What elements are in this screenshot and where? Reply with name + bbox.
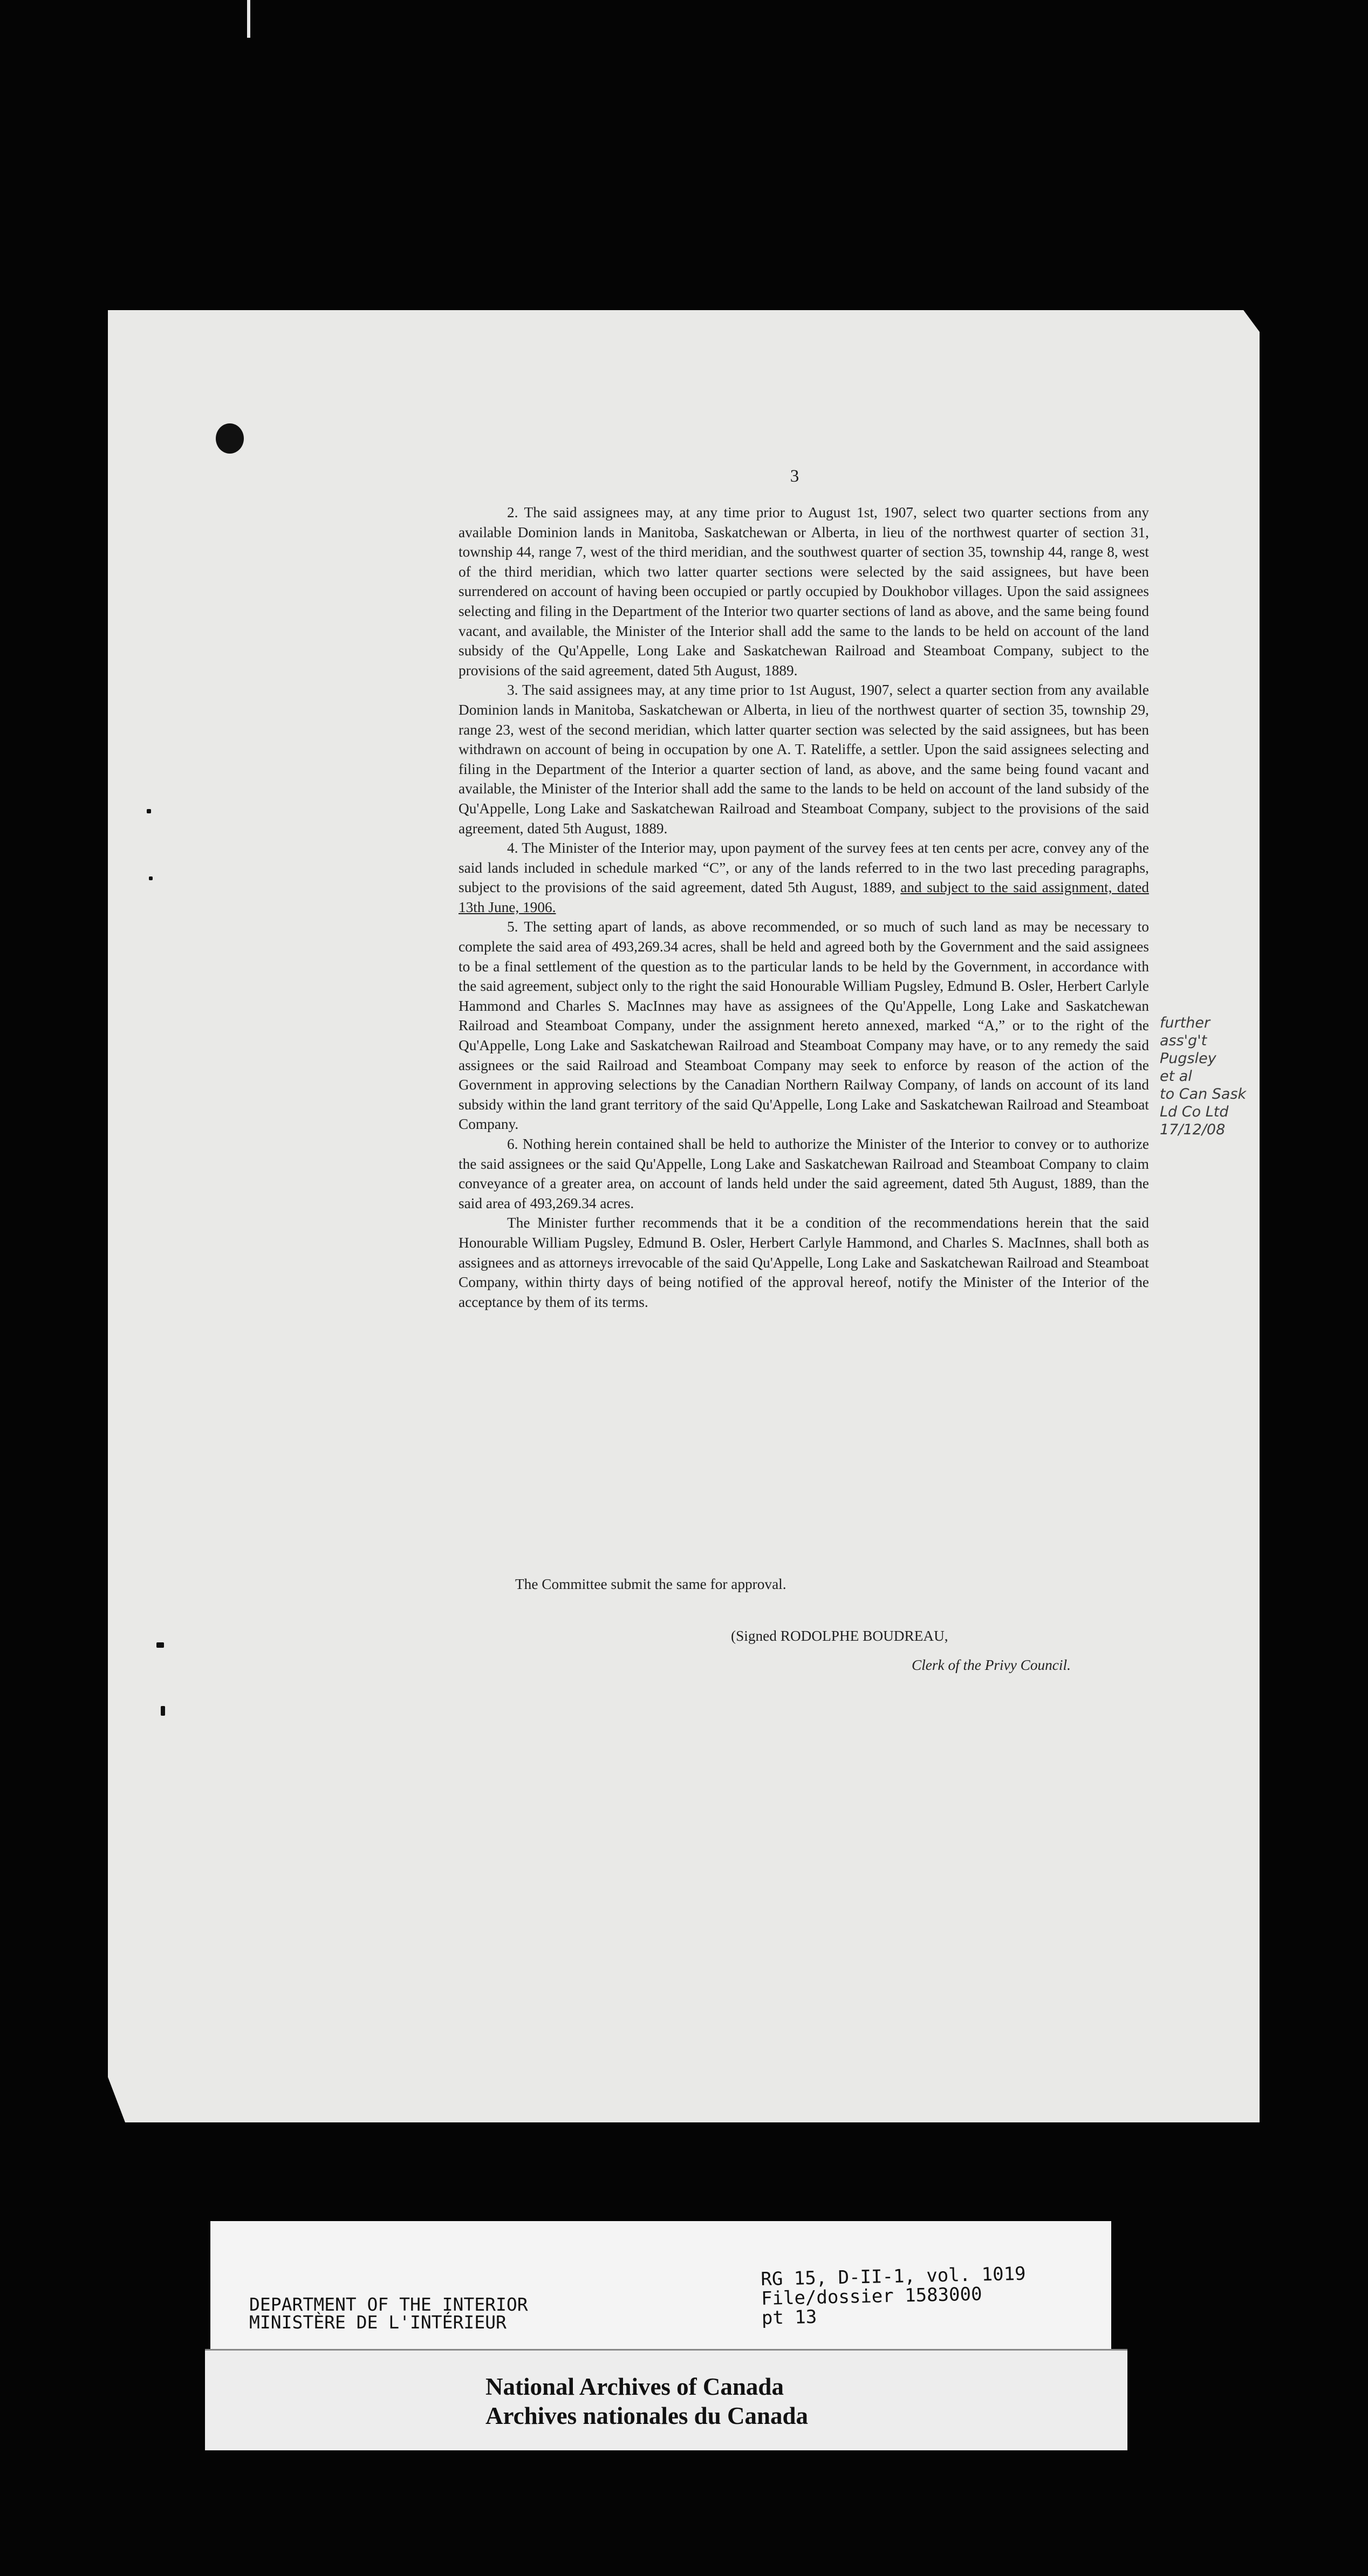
department-en: DEPARTMENT OF THE INTERIOR — [249, 2294, 528, 2315]
punch-hole — [216, 423, 244, 454]
speck — [149, 876, 153, 880]
paragraph-4-text: 4. The Minister of the Interior may, upon payment of the survey fees at ten cents per acre, convey any of the said lands included in schedule marked “C”, or any of the lands referred to in the two last preceding paragraphs, subject to the provisions of the said agreement, dated 5th August, 1889, — [459, 840, 1149, 896]
committee-line: The Committee submit the same for approval. — [515, 1576, 786, 1592]
margin-note-line: to Can Sask — [1160, 1086, 1247, 1102]
archives-name — [485, 2372, 808, 2430]
reference-line: RG 15, D-II-1, vol. 1019 — [760, 2263, 1026, 2290]
film-frame-mark — [247, 0, 250, 38]
paragraph-5: 5. The setting apart of lands, as above recommended, or so much of such land as may be necessary to complete the said area of 493,269.34 acres, shall be held and agreed both by the Government and the said assignees to be a final settlement of the question as to the particular lands to be held by the Government, in accordance with the said agreement, subject only to the right the said Honourable William Pugsley, Edmund B. Osler, Herbert Carlyle Hammond and Charles S. MacInnes may have as assignees of the Qu'Appelle, Long Lake and Saskatchewan Railroad and Steamboat Company, under the assignment hereto annexed, marked “A,” or to the right of the Qu'Appelle, Long Lake and Saskatchewan Railroad and Steamboat Company may have, or to any remedy the said assignees or the said Railroad and Steamboat Company may seek to enforce by reason of the action of the Government in approving selections by the Canadian Northern Railway Company, of lands on account of its land subsidy within the land grant territory of the said Qu'Appelle, Long Lake and Saskatchewan Railroad and Steamboat Company. — [459, 919, 1149, 1133]
margin-note-line: et al — [1160, 1068, 1192, 1085]
speck — [156, 1642, 164, 1648]
department-fr: MINISTÈRE DE L'INTÉRIEUR — [249, 2312, 507, 2333]
clerk-line: Clerk of the Privy Council. — [912, 1657, 1071, 1673]
margin-note-line: Ld Co Ltd — [1160, 1104, 1229, 1120]
paragraph-4 — [459, 838, 1149, 917]
signed-line: (Signed RODOLPHE BOUDREAU, — [731, 1628, 948, 1644]
reference-line: File/dossier 1583000 — [761, 2283, 982, 2310]
speck — [161, 1706, 165, 1716]
archive-reference — [761, 2264, 1027, 2328]
speck — [147, 809, 151, 813]
margin-note-line: ass'g't — [1160, 1032, 1207, 1049]
paragraph-minister: The Minister further recommends that it be a condition of the recommendations herein that the said Honourable William Pugsley, Edmund B. Osler, Herbert Carlyle Hammond, and Charles S. MacInnes, shall both as assignees and as attorneys irrevocable of the said Qu'Appelle, Long Lake and Saskatchewan Railroad and Steamboat Company, within thirty days of being notified of the approval hereof, notify the Minister of the Interior of the acceptance by them of its terms. — [459, 1215, 1149, 1310]
paragraph-6: 6. Nothing herein contained shall be held to authorize the Minister of the Interior to convey or to authorize the said assignees or the said Qu'Appelle, Long Lake and Saskatchewan Railroad and Steamboat Company to claim conveyance of a greater area, on account of lands held under the said agreement, dated 5th August, 1889, than the said area of 493,269.34 acres. — [459, 1136, 1149, 1211]
archives-footer — [205, 2349, 1127, 2450]
paragraph-2: 2. The said assignees may, at any time prior to August 1st, 1907, select two quarter sections from any available Dominion lands in Manitoba, Saskatchewan or Alberta, in lieu of the northwest quarter of section 31, township 44, range 7, west of the third meridian, and the southwest quarter of section 35, township 44, range 8, west of the third meridian, which two latter quarter sections were selected by the said assignees, but have been surrendered on account of having been occupied or partly occupied by Doukhobor villages. Upon the said assignees selecting and filing in the Department of the Interior two quarter sections of land as above, and the same being found vacant, and available, the Minister of the Interior shall add the same to the lands to be held on account of the land subsidy of the Qu'Appelle, Long Lake and Saskatchewan Railroad and Steamboat Company, subject to the provisions of the said agreement, dated 5th August, 1889. — [459, 504, 1149, 679]
archives-name-fr: Archives nationales du Canada — [485, 2402, 809, 2429]
handwritten-margin-note — [1160, 1014, 1254, 1139]
body-text — [459, 503, 1149, 1312]
paragraph-3: 3. The said assignees may, at any time prior to 1st August, 1907, select a quarter section from any available Dominion lands in Manitoba, Saskatchewan or Alberta, in lieu of the northwest quarter of section 35, township 29, range 23, west of the second meridian, which latter quarter section was selected by the said assignees, but has been withdrawn on account of being in occupation by one A. T. Rateliffe, a settler. Upon the said assignees selecting and filing in the Department of the Interior a quarter section of land, as above, and the same being found vacant and available, the Minister of the Interior shall add the same to the lands to be held on account of the land subsidy of the Qu'Appelle, Long Lake and Saskatchewan Railroad and Steamboat Company, subject to the provisions of the said agreement, dated 5th August, 1889. — [459, 682, 1149, 837]
page-number: 3 — [790, 467, 799, 486]
margin-note-line: further — [1160, 1015, 1210, 1031]
paragraph-4-underlined: and subject to the said assignment, dated 13th June, 1906. — [459, 879, 1149, 915]
archive-label — [210, 2221, 1111, 2361]
department-name — [249, 2296, 528, 2331]
margin-note-line: 17/12/08 — [1160, 1121, 1226, 1138]
reference-line: pt 13 — [761, 2306, 817, 2329]
margin-note-line: Pugsley — [1160, 1050, 1216, 1067]
archives-name-en: National Archives of Canada — [485, 2373, 784, 2400]
